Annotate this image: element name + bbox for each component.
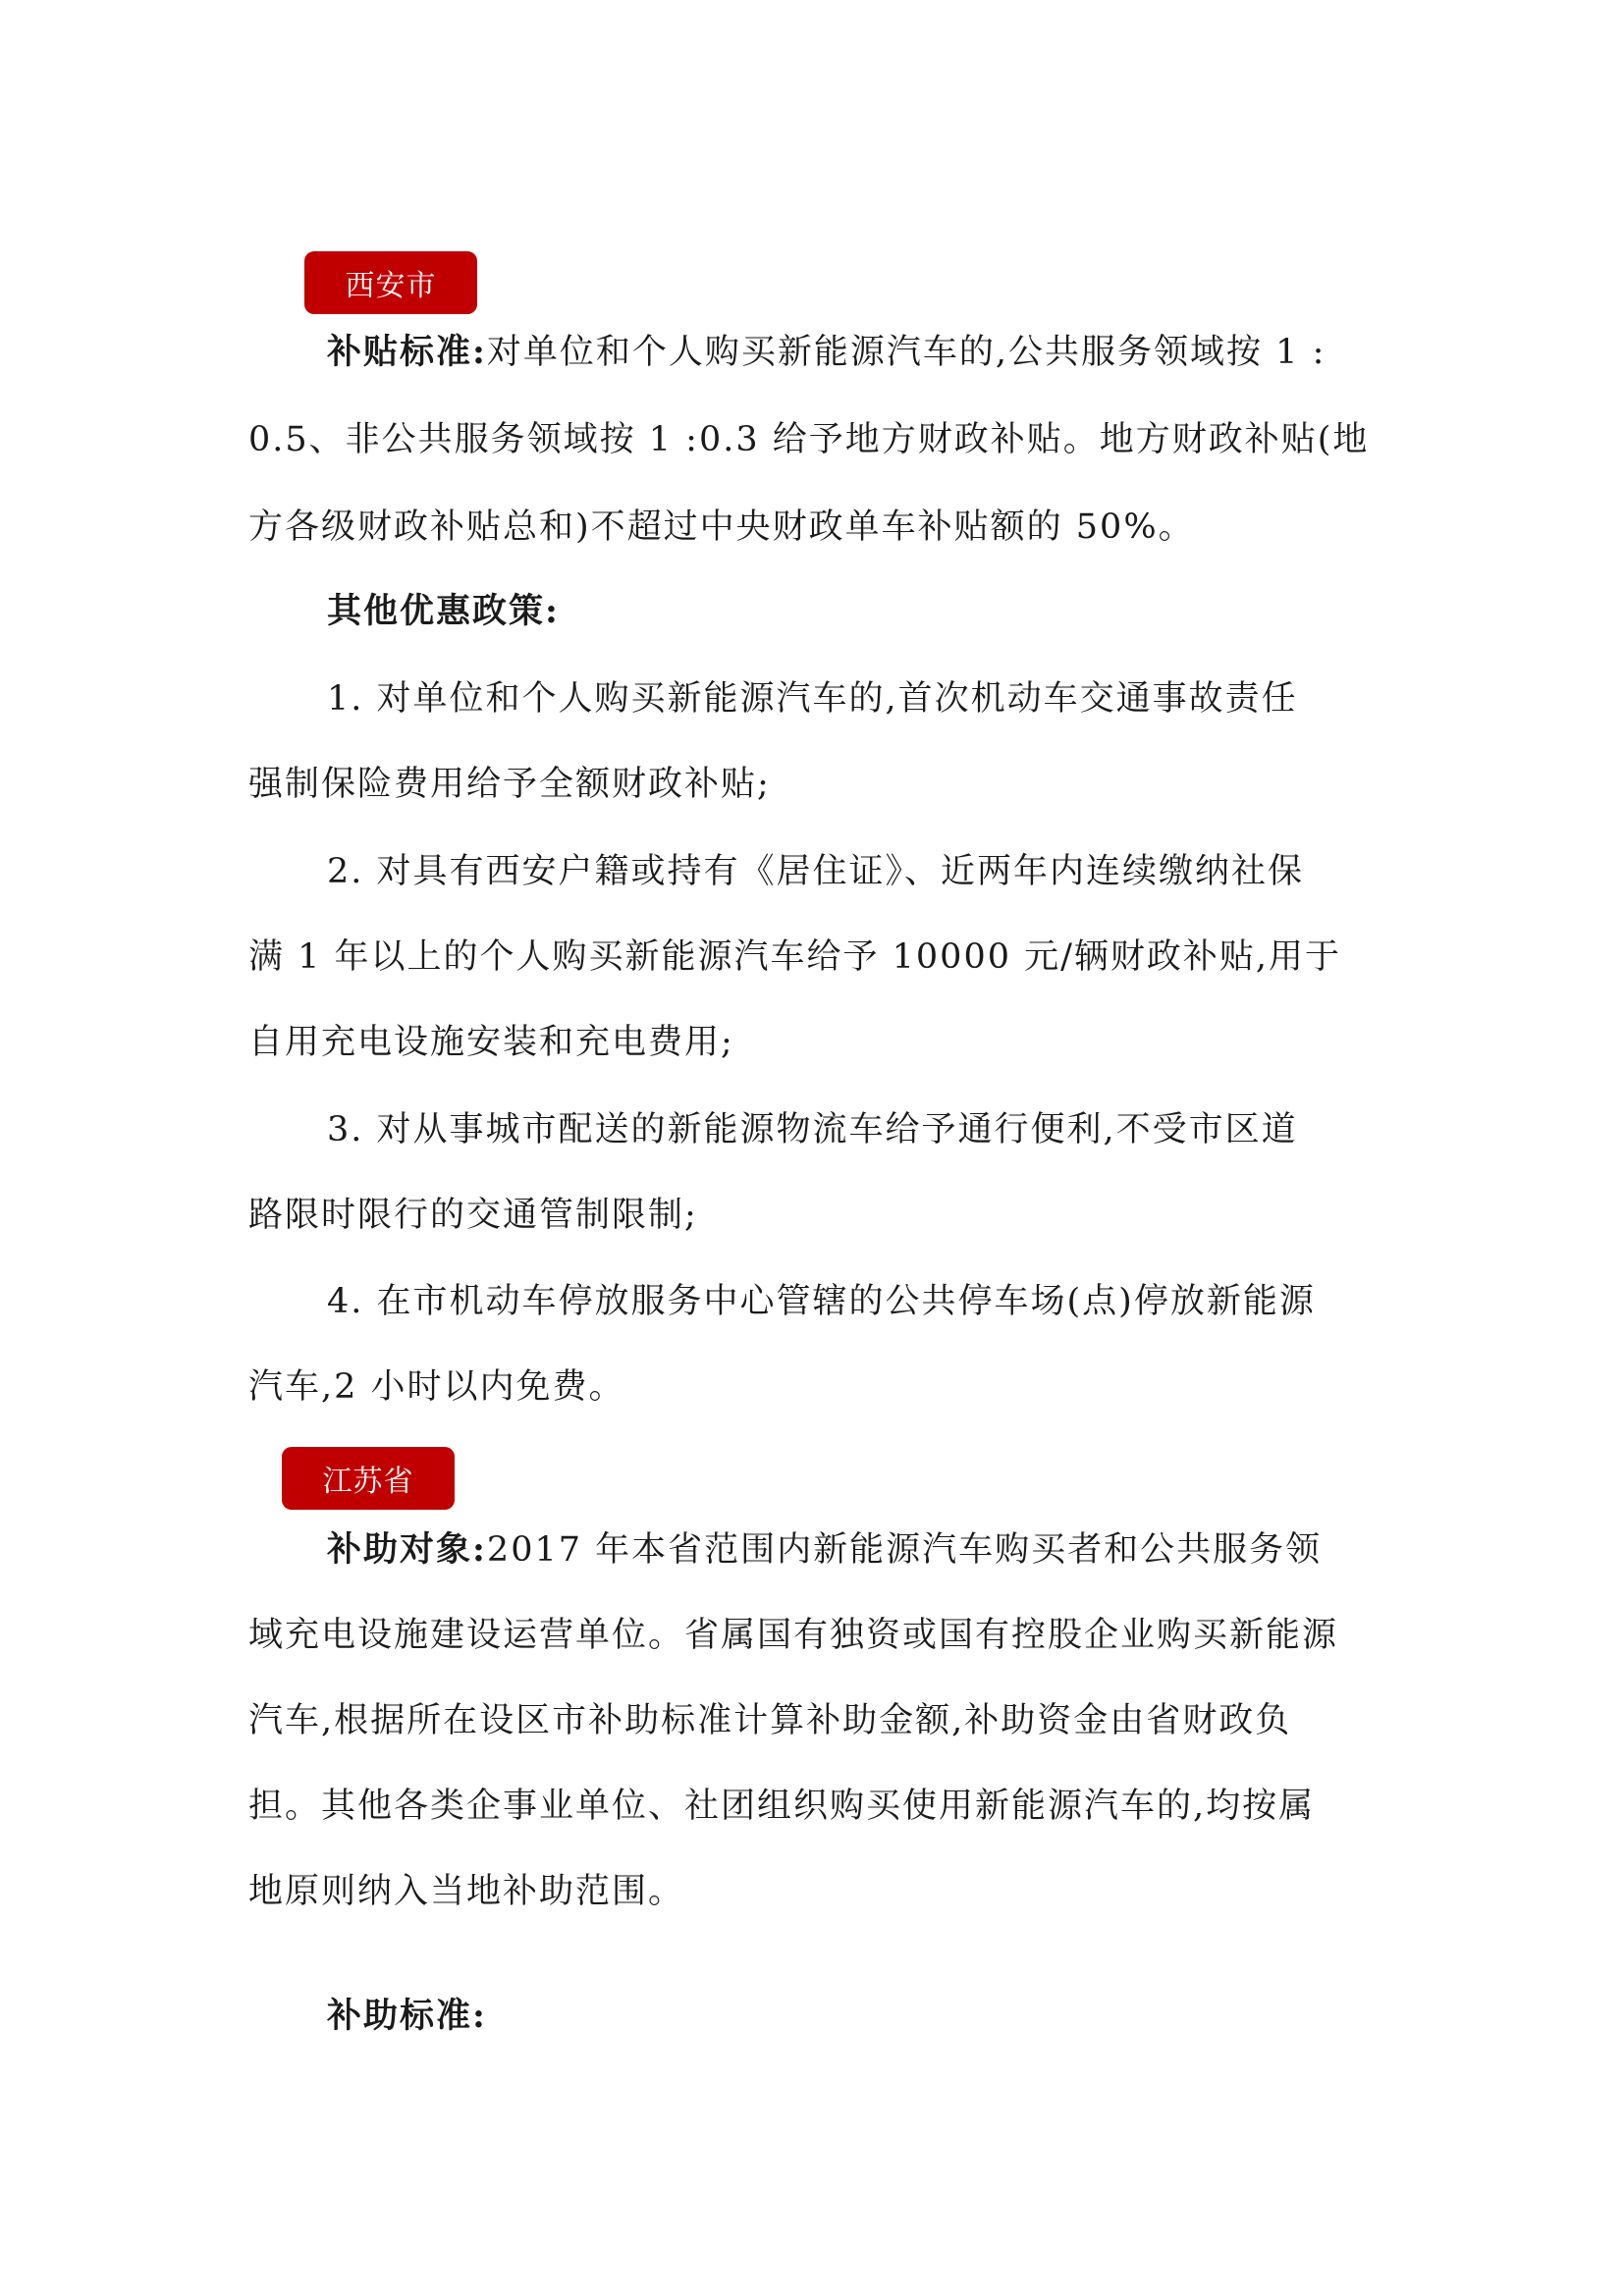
jiangsu-target-line-1 (327, 1528, 1466, 1572)
jiangsu-target-label: 补助对象: (327, 1529, 487, 1570)
xian-item-2-line-1: 2. 对具有西安户籍或持有《居住证》、近两年内连续缴纳社保 (327, 852, 1305, 891)
xian-item-1-line-2: 强制保险费用给予全额财政补贴; (248, 765, 771, 804)
section-badge-jiangsu: 江苏省 (282, 1447, 455, 1510)
xian-subsidy-line-2: 0.5、非公共服务领域按 1 :0.3 给予地方财政补贴。地方财政补贴(地 (248, 420, 1370, 459)
jiangsu-target-text-1: 2017 年本省范围内新能源汽车购买者和公共服务领 (486, 1530, 1323, 1570)
xian-item-2-line-3: 自用充电设施安装和充电费用; (248, 1023, 734, 1062)
xian-other-policies-heading: 其他优惠政策: (327, 591, 560, 631)
section-badge-xian: 西安市 (304, 251, 477, 314)
xian-subsidy-label: 补贴标准: (327, 332, 487, 372)
xian-item-4-line-2: 汽车,2 小时以内免费。 (248, 1367, 625, 1407)
xian-item-3-line-1: 3. 对从事城市配送的新能源物流车给予通行便利,不受市区道 (327, 1110, 1298, 1149)
xian-subsidy-line-3: 方各级财政补贴总和)不超过中央财政单车补贴额的 50%。 (248, 507, 1195, 547)
xian-item-4-line-1: 4. 在市机动车停放服务中心管辖的公共停车场(点)停放新能源 (327, 1282, 1316, 1321)
xian-subsidy-text-1: 对单位和个人购买新能源汽车的,公共服务领域按 1 : (486, 333, 1326, 372)
xian-item-1-line-1: 1. 对单位和个人购买新能源汽车的,首次机动车交通事故责任 (327, 679, 1298, 719)
jiangsu-target-line-3: 汽车,根据所在设区市补助标准计算补助金额,补助资金由省财政负 (248, 1701, 1292, 1740)
xian-item-3-line-2: 路限时限行的交通管制限制; (248, 1196, 698, 1235)
xian-item-2-line-2: 满 1 年以上的个人购买新能源汽车给予 10000 元/辆财政补贴,用于 (248, 937, 1342, 977)
jiangsu-target-line-4: 担。其他各类企事业单位、社团组织购买使用新能源汽车的,均按属 (248, 1787, 1316, 1826)
xian-subsidy-line-1 (327, 331, 1466, 374)
jiangsu-target-line-5: 地原则纳入当地补助范围。 (248, 1872, 685, 1911)
jiangsu-standard-heading: 补助标准: (327, 1996, 487, 2036)
jiangsu-target-line-2: 域充电设施建设运营单位。省属国有独资或国有控股企业购买新能源 (248, 1616, 1339, 1655)
